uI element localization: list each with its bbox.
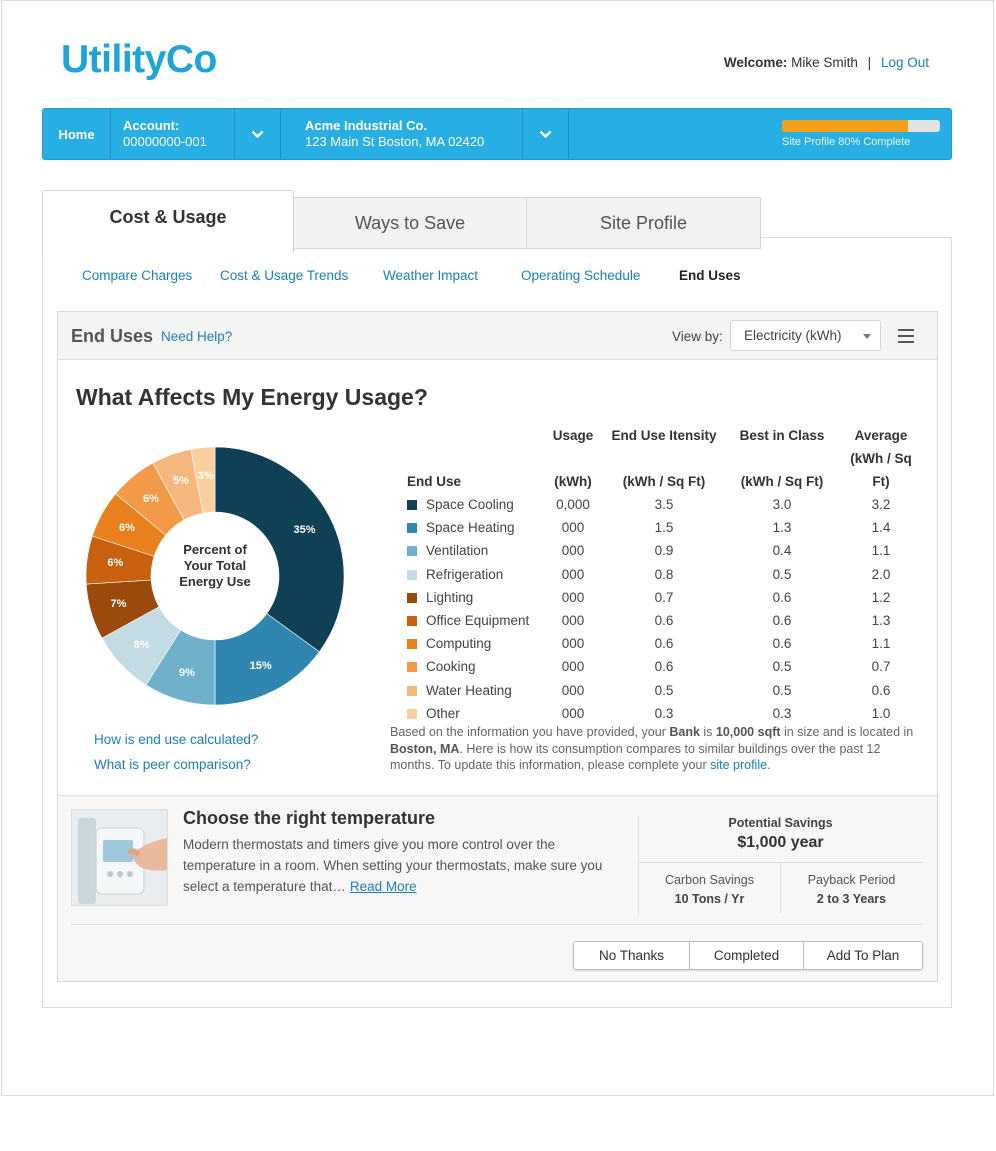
site-address: 123 Main St Boston, MA 02420	[305, 134, 485, 149]
progress-label: Site Profile 80% Complete	[782, 136, 911, 148]
intensity-cell: 0.5	[654, 682, 674, 698]
usage-cell: 000	[561, 589, 585, 605]
header-average-unit: (kWh / Sq Ft)	[850, 451, 912, 489]
site-name: Acme Industrial Co.	[305, 118, 428, 133]
best-cell: 0.6	[772, 589, 792, 605]
intensity-cell: 0.6	[654, 659, 674, 675]
end-use-name	[401, 586, 541, 609]
carbon-savings-value: 10 Tons / Yr	[674, 892, 745, 906]
best-cell: 0.5	[772, 682, 792, 698]
header-best-unit: (kWh / Sq Ft)	[740, 474, 824, 489]
average-cell: 0.6	[871, 682, 891, 698]
usage-cell: 000	[561, 543, 585, 559]
table-row	[401, 563, 921, 586]
end-use-label: Water Heating	[426, 682, 512, 698]
end-use-pie-chart	[84, 445, 346, 707]
table-row	[401, 679, 921, 702]
potential-savings-value: $1,000 year	[737, 834, 824, 851]
thermostat-image	[71, 809, 168, 906]
progress-fill	[782, 120, 908, 132]
pie-data-label: 3%	[197, 469, 214, 482]
pie-center-line-3: Energy Use	[179, 574, 251, 589]
average-cell: 1.0	[871, 705, 891, 721]
header-usage: Usage	[552, 428, 594, 443]
end-use-label: Computing	[426, 636, 492, 652]
intensity-cell: 3.5	[654, 497, 674, 513]
tip-body-text: Modern thermostats and timers give you more control over the temperature in a room. When setting your thermostats, make sure you select a temperature that…	[183, 837, 603, 894]
subnav	[42, 268, 953, 294]
legend-swatch	[407, 662, 417, 672]
savings-tip	[58, 795, 937, 981]
nav-home[interactable]: Home	[43, 109, 111, 159]
intensity-cell: 1.5	[654, 520, 674, 536]
tab-site-profile[interactable]: Site Profile	[526, 197, 761, 249]
note-text: in size and is located in	[780, 725, 914, 739]
average-cell: 1.1	[871, 543, 891, 559]
legend-swatch	[407, 523, 417, 533]
add-to-plan-button[interactable]: Add To Plan	[803, 942, 922, 969]
comparison-note	[390, 724, 925, 774]
usage-cell: 0,000	[556, 497, 590, 513]
chevron-down-icon	[539, 130, 552, 139]
pie-data-label: 6%	[142, 492, 159, 505]
note-text: .	[767, 758, 771, 772]
header-intensity: End Use Itensity	[611, 428, 717, 443]
legend-swatch	[407, 546, 417, 556]
legend-swatch	[407, 709, 417, 719]
pie-data-label: 7%	[110, 598, 127, 611]
intensity-cell: 0.3	[654, 705, 674, 721]
logout-link[interactable]: Log Out	[880, 55, 929, 70]
account-selector[interactable]	[111, 109, 235, 159]
end-use-name	[401, 516, 541, 539]
average-cell: 2.0	[871, 566, 891, 582]
usage-cell: 000	[561, 566, 585, 582]
site-profile-progress-bar	[782, 120, 940, 132]
view-by-label: View by:	[672, 329, 723, 344]
end-use-name	[401, 655, 541, 678]
pie-data-label: 35%	[293, 524, 316, 537]
pie-center-line-1: Percent of	[183, 542, 247, 557]
note-text: . Here is how its consumption compares to similar buildings over the past 12 months. To update this information, please complete your	[390, 741, 881, 772]
average-cell: 1.2	[871, 589, 891, 605]
average-cell: 0.7	[871, 659, 891, 675]
hamburger-menu-icon[interactable]	[898, 329, 914, 343]
chevron-down-icon	[251, 130, 264, 139]
separator: |	[867, 55, 872, 70]
subnav-weather-impact[interactable]: Weather Impact	[383, 268, 479, 283]
average-cell: 1.4	[871, 520, 891, 536]
legend-swatch	[407, 639, 417, 649]
header-best: Best in Class	[739, 428, 825, 443]
site-profile-link[interactable]: site profile	[710, 758, 768, 772]
potential-savings-label: Potential Savings	[728, 816, 833, 830]
legend-swatch	[407, 500, 417, 510]
utilityco-logo[interactable]: UtilityCo	[61, 38, 217, 81]
tabs-area	[42, 190, 953, 1008]
note-text: Based on the information you have provided, your	[390, 725, 670, 739]
peer-comparison-link[interactable]: What is peer comparison?	[94, 757, 251, 772]
end-use-name	[401, 702, 541, 725]
table-row	[401, 609, 921, 632]
welcome-bar	[724, 55, 929, 70]
intensity-cell: 0.6	[654, 613, 674, 629]
subnav-operating-schedule[interactable]: Operating Schedule	[521, 268, 641, 283]
table-row	[401, 539, 921, 562]
usage-cell: 000	[561, 705, 585, 721]
tip-title: Choose the right temperature	[183, 808, 436, 828]
end-use-name	[401, 609, 541, 632]
carbon-savings-label: Carbon Savings	[665, 873, 754, 887]
welcome-label: Welcome:	[723, 55, 788, 70]
end-use-name	[401, 679, 541, 702]
read-more-link[interactable]: Read More	[349, 879, 417, 894]
pie-data-label: 15%	[249, 659, 272, 672]
tab-cost-usage[interactable]: Cost & Usage	[42, 190, 294, 252]
site-profile-progress-area[interactable]	[569, 109, 951, 159]
section-title: What Affects My Energy Usage?	[76, 384, 428, 410]
usage-cell: 000	[561, 613, 585, 629]
best-cell: 0.5	[772, 659, 792, 675]
user-name: Mike Smith	[791, 55, 858, 70]
table-row	[401, 632, 921, 655]
account-label: Account:	[123, 118, 180, 133]
view-by-select[interactable]	[730, 320, 881, 351]
best-cell: 0.6	[772, 636, 792, 652]
table-row	[401, 655, 921, 678]
view-by-value: Electricity (kWh)	[744, 328, 842, 343]
usage-cell: 000	[561, 659, 585, 675]
thermostat-illustration	[72, 810, 168, 906]
intensity-cell: 0.8	[654, 566, 674, 582]
end-use-label: Ventilation	[426, 543, 489, 559]
caret-down-icon	[863, 334, 871, 339]
end-use-label: Other	[426, 705, 460, 721]
legend-swatch	[407, 570, 417, 580]
end-use-table	[401, 424, 921, 725]
best-cell: 1.3	[772, 520, 792, 536]
header-usage-unit: (kWh)	[554, 474, 592, 489]
tip-divider	[71, 924, 923, 925]
intensity-cell: 0.6	[654, 636, 674, 652]
header-end-use: End Use	[407, 474, 462, 489]
tab-ways-to-save[interactable]: Ways to Save	[293, 197, 527, 249]
table-row	[401, 586, 921, 609]
top-navbar	[42, 108, 952, 160]
best-cell: 0.3	[772, 705, 792, 721]
note-size: 10,000 sqft	[715, 725, 781, 739]
average-cell: 1.1	[871, 636, 891, 652]
header-average: Average	[854, 428, 908, 443]
average-cell: 1.3	[871, 613, 891, 629]
usage-cell: 000	[561, 682, 585, 698]
site-dropdown-toggle[interactable]	[523, 109, 569, 159]
pie-data-label: 5%	[173, 475, 189, 488]
legend-swatch	[407, 593, 417, 603]
end-uses-panel	[57, 311, 938, 982]
note-location: Boston, MA	[390, 741, 460, 756]
note-building-type: Bank	[669, 725, 700, 739]
no-thanks-button[interactable]: No Thanks	[598, 948, 665, 963]
need-help-link[interactable]: Need Help?	[161, 329, 233, 344]
header-intensity-unit: (kWh / Sq Ft)	[622, 474, 706, 489]
end-use-label: Refrigeration	[426, 566, 504, 582]
end-use-label: Office Equipment	[426, 613, 530, 629]
best-cell: 3.0	[772, 497, 792, 513]
table-row	[401, 493, 921, 516]
legend-swatch	[407, 686, 417, 696]
best-cell: 0.5	[772, 566, 792, 582]
table-row	[401, 702, 921, 725]
end-use-label: Lighting	[426, 589, 474, 605]
pie-data-label: 8%	[133, 638, 150, 651]
account-dropdown-toggle[interactable]	[235, 109, 281, 159]
end-use-name	[401, 563, 541, 586]
site-selector[interactable]	[281, 109, 523, 159]
payback-period-value: 2 to 3 Years	[816, 892, 887, 906]
savings-summary	[638, 816, 922, 914]
payback-period-label: Payback Period	[807, 873, 896, 887]
pie-data-label: 6%	[107, 557, 124, 570]
pie-data-label: 6%	[118, 521, 135, 534]
average-cell: 3.2	[871, 497, 891, 513]
panel-header	[58, 312, 937, 360]
panel-title: End Uses	[71, 326, 154, 346]
completed-button[interactable]: Completed	[689, 942, 803, 969]
end-use-label: Cooking	[426, 659, 476, 675]
note-text: is	[699, 725, 716, 739]
usage-cell: 000	[561, 636, 585, 652]
subnav-cost-usage-trends[interactable]: Cost & Usage Trends	[220, 268, 349, 283]
tip-body	[183, 834, 623, 897]
intensity-cell: 0.9	[654, 543, 674, 559]
end-use-name	[401, 539, 541, 562]
usage-cell: 000	[561, 520, 585, 536]
table-row	[401, 516, 921, 539]
pie-data-label: 9%	[179, 666, 195, 679]
how-calculated-link[interactable]: How is end use calculated?	[94, 732, 259, 747]
best-cell: 0.4	[772, 543, 792, 559]
end-use-name	[401, 632, 541, 655]
pie-center-label	[167, 542, 263, 590]
best-cell: 0.6	[772, 613, 792, 629]
end-use-label: Space Heating	[426, 520, 515, 536]
end-use-label: Space Cooling	[426, 497, 514, 513]
subnav-end-uses[interactable]: End Uses	[679, 268, 741, 283]
legend-swatch	[407, 616, 417, 626]
pie-center-line-2: Your Total	[183, 558, 247, 573]
end-use-name	[401, 493, 541, 516]
tip-action-buttons	[573, 941, 923, 970]
intensity-cell: 0.7	[654, 589, 674, 605]
subnav-compare-charges[interactable]: Compare Charges	[82, 268, 193, 283]
account-number: 00000000-001	[123, 134, 207, 149]
